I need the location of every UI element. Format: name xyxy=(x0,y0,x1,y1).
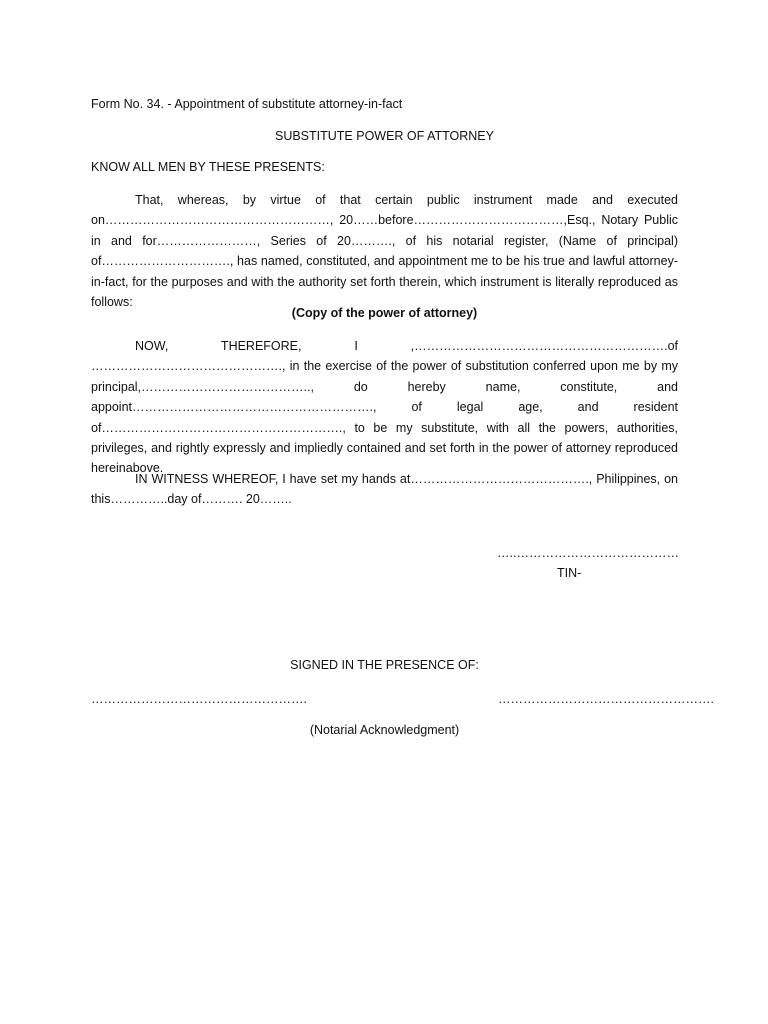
copy-heading: (Copy of the power of attorney) xyxy=(291,306,478,320)
witness-signature-line-2: ……………………………………………. xyxy=(498,692,714,706)
tin-label: TIN- xyxy=(557,566,582,580)
paragraph-recital: That, whereas, by virtue of that certain public instrument made and executed on………………………………………………, 20……before………………………………,Esq., Notary Public in and for……………………, Series of 20………., of his notarial register, (Name of principal) of…………………………., has named, constituted, and appointment me to be his true and lawful attorney-in-fact, for the purposes and with the authority set forth therein, which instrument is literally reproduced as follows: xyxy=(91,193,678,310)
salutation: KNOW ALL MEN BY THESE PRESENTS: xyxy=(91,160,325,174)
witness-signature-line-1: ……………………………………………. xyxy=(91,692,307,706)
form-title: Form No. 34. - Appointment of substitute attorney-in-fact xyxy=(91,97,403,111)
notarial-acknowledgment: (Notarial Acknowledgment) xyxy=(309,723,460,737)
document-title: SUBSTITUTE POWER OF ATTORNEY xyxy=(274,129,494,143)
signature-line: …..………………………………… xyxy=(497,546,679,560)
signed-presence-heading: SIGNED IN THE PRESENCE OF: xyxy=(290,658,479,672)
paragraph-appointment: NOW, THEREFORE, I ,…………………………………………………….of ………………………………………., in the exercise of the power of substitution conferred upon me by my principal,………………………………….., do hereby name, constitute, and appoint…………………………………………………., of legal age, and resident of…………………………………………………., to be my substitute, with all the powers, authorities, privileges, and rightly expressly and impliedly contained and set forth in the power of attorney reproduced hereinabove. xyxy=(91,339,678,476)
paragraph-witness: IN WITNESS WHEREOF, I have set my hands at……………………………………., Philippines, on this…………..day of………. 20…….. xyxy=(91,472,678,507)
